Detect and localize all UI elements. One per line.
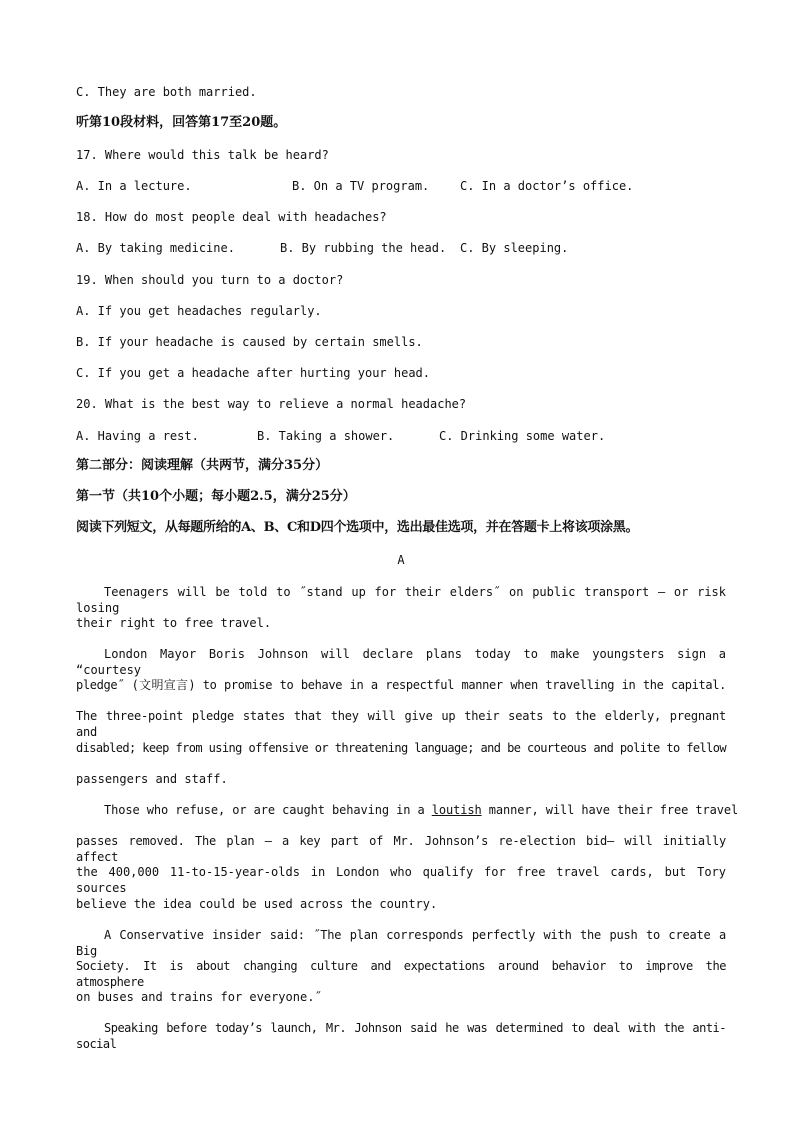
q17-option-a: A. In a lecture. [76, 179, 192, 193]
passage-line: pledge˝ (文明宣言) to promise to behave in a respectful manner when travelling in the capital. [76, 678, 726, 692]
q18-option-c: C. By sleeping. [460, 241, 569, 255]
passage-label: A [397, 553, 405, 567]
q18-option-b: B. By rubbing the head. [280, 241, 447, 255]
q17-option-b: B. On a TV program. [292, 179, 430, 193]
q19-option-c: C. If you get a headache after hurting your head. [76, 366, 431, 380]
passage-line: London Mayor Boris Johnson will declare plans today to make youngsters sign a “courtesy [76, 647, 726, 677]
passage-line: Speaking before today’s launch, Mr. Johnson said he was determined to deal with the anti-social [76, 1021, 726, 1051]
passage-line: passes removed. The plan — a key part of Mr. Johnson’s re-election bid— will initially affect [76, 834, 726, 864]
q17-options [76, 178, 726, 194]
passage-line: disabled; keep from using offensive or threatening language; and be courteous and polite to fellow [76, 741, 726, 755]
passage-line: the 400,000 11-to-15-year-olds in London who qualify for free travel cards, but Tory sources [76, 865, 726, 895]
q19-option-b: B. If your headache is caused by certain smells. [76, 335, 423, 349]
passage-line: A Conservative insider said: ˝The plan corresponds perfectly with the push to create a Big [76, 928, 726, 958]
passage-line: passengers and staff. [76, 772, 228, 786]
q19-option-a: A. If you get headaches regularly. [76, 304, 322, 318]
passage-line: their right to free travel. [76, 616, 272, 630]
q20-option-c: C. Drinking some water. [439, 429, 606, 443]
q19-stem: 19. When should you turn to a doctor? [76, 273, 344, 287]
passage-text: Those who refuse, or are caught behaving in a [104, 803, 432, 817]
part2-title: 第二部分：阅读理解（共两节，满分35分） [76, 458, 329, 473]
q18-options [76, 240, 726, 256]
section10-header: 听第10段材料，回答第17至20题。 [76, 115, 287, 130]
passage-line: The three-point pledge states that they will give up their seats to the elderly, pregnant and [76, 709, 726, 739]
passage-line: Teenagers will be told to ˝stand up for their elders˝ on public transport — or risk losing [76, 585, 726, 615]
passage-line: on buses and trains for everyone.˝ [76, 990, 322, 1004]
passage-text: manner, will have their free travel [481, 803, 739, 817]
q20-options [76, 428, 726, 444]
passage-line: Society. It is about changing culture and expectations around behavior to improve the atmosphere [76, 959, 726, 989]
q20-option-b: B. Taking a shower. [257, 429, 395, 443]
part2-section1: 第一节（共10个小题；每小题2.5，满分25分） [76, 489, 356, 504]
q17-stem: 17. Where would this talk be heard? [76, 148, 329, 162]
passage-line: believe the idea could be used across the country. [76, 897, 438, 911]
q18-option-a: A. By taking medicine. [76, 241, 235, 255]
q17-option-c: C. In a doctor’s office. [460, 179, 634, 193]
q20-option-a: A. Having a rest. [76, 429, 199, 443]
q20-stem: 20. What is the best way to relieve a normal headache? [76, 397, 467, 411]
part2-instructions: 阅读下列短文，从每题所给的A、B、C和D四个选项中，选出最佳选项，并在答题卡上将该项涂黑。 [76, 520, 639, 535]
underlined-word-loutish: loutish [431, 803, 482, 817]
q16-option-c: C. They are both married. [76, 85, 257, 99]
q18-stem: 18. How do most people deal with headaches? [76, 210, 387, 224]
passage-line-with-underline [76, 802, 739, 818]
